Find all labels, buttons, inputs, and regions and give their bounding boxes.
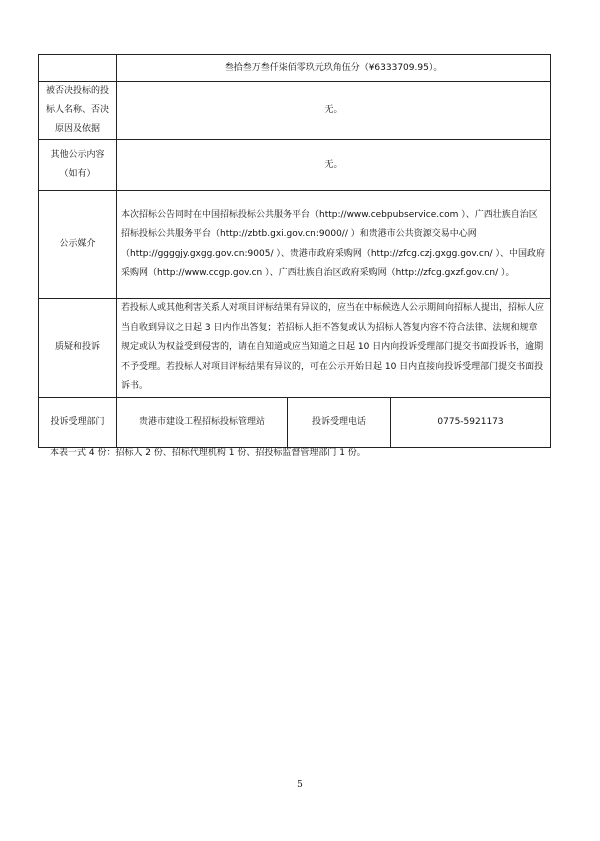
table-row: [39, 299, 551, 398]
rejected-bidders-label: 被否决投标的投标人名称、否决原因及依据: [39, 82, 117, 140]
complaint-phone-value: 0775-5921173: [391, 397, 551, 447]
table-row: [39, 82, 551, 140]
complaint-phone-label: 投诉受理电话: [288, 397, 391, 447]
query-complaint-value: 若投标人或其他利害关系人对项目评标结果有异议的，应当在中标候选人公示期间向招标人提出，招标人应当自收到异议之日起 3 日内作出答复；若招标人拒不答复或认为招标人答复内容不符合法律、法规和规章规定或认为权益受到侵害的，请在自知道或应当知道之日起 10 日内向投诉受理部门提交书面投诉书，逾期不予受理。若投标人对项目评标结果有异议的，可在公示开始日起 10 日内直接向投诉受理部门提交书面投诉书。: [117, 299, 551, 398]
bid-result-table: [38, 54, 551, 448]
copies-note: 本表一式 4 份：招标人 2 份、招标代理机构 1 份、招投标监督管理部门 1 份。: [50, 448, 366, 458]
table-row: [39, 140, 551, 191]
rejected-bidders-value: 无。: [117, 82, 551, 140]
query-complaint-label: 质疑和投诉: [39, 299, 117, 398]
media-value: 本次招标公告同时在中国招标投标公共服务平台（http://www.cebpubservice.com ）、广西壮族自治区招标投标公共服务平台（http://zbtb.gxi.gov.cn:9000// ）和贵港市公共资源交易中心网（http://ggggjy.gxgg.gov.cn:9005/ ）、贵港市政府采购网（http://zfcg.czj.gxgg.gov.cn/ ）、中国政府采购网（http://www.ccgp.gov.cn ）、广西壮族自治区政府采购网（http://zfcg.gxzf.gov.cn/ ）。: [117, 191, 551, 299]
media-label: 公示媒介: [39, 191, 117, 299]
page-number: 5: [297, 780, 303, 790]
complaint-dept-label: 投诉受理部门: [39, 397, 117, 447]
table-row: [39, 191, 551, 299]
table-row: [39, 397, 551, 447]
empty-label-cell: [39, 55, 117, 82]
other-content-label: 其他公示内容（如有）: [39, 140, 117, 191]
other-content-value: 无。: [117, 140, 551, 191]
complaint-dept-value: 贵港市建设工程招标投标管理站: [117, 397, 288, 447]
table-row: [39, 55, 551, 82]
bid-amount-text: 叁拾叁万叁仟柒佰零玖元玖角伍分（¥6333709.95）。: [117, 55, 551, 82]
